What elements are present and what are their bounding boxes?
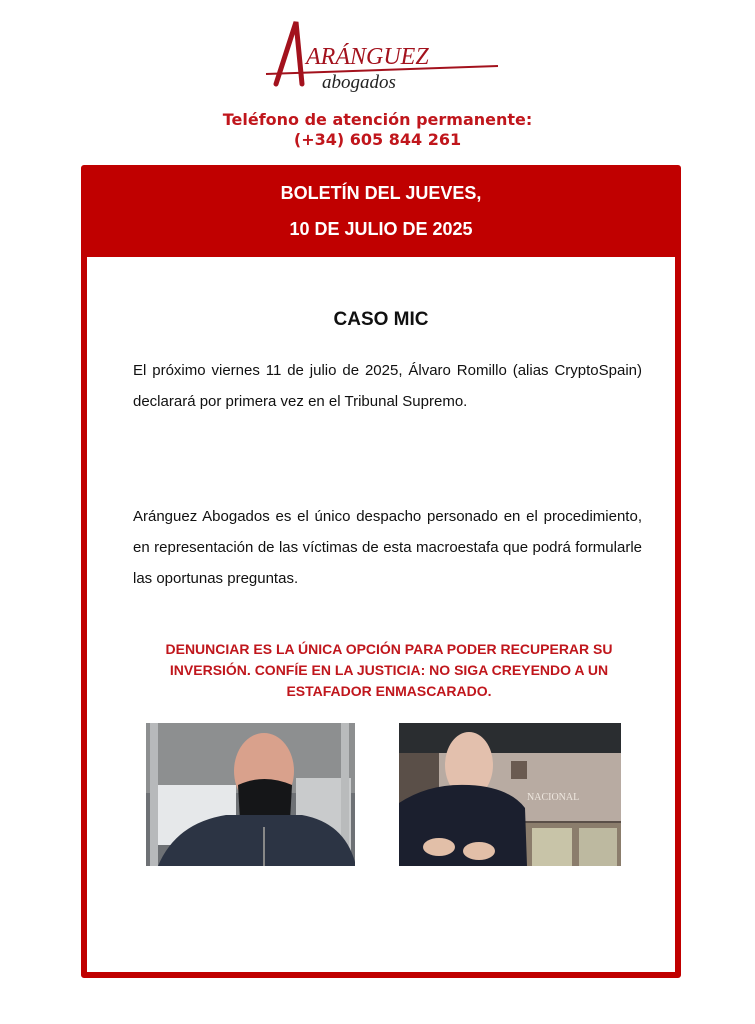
phone-label: Teléfono de atención permanente: xyxy=(222,110,533,129)
building-sign-text: NACIONAL xyxy=(527,792,580,803)
photo-man-audiencia-nacional xyxy=(399,723,621,866)
photo-masked-man xyxy=(146,723,355,866)
bulletin-frame xyxy=(81,165,681,978)
logo-wordmark: ARÁNGUEZ xyxy=(306,44,429,70)
article-paragraph-2: Aránguez Abogados es el único despacho personado en el procedimiento, en representación de las víctimas de esta macroestafa que podrá formularle las oportunas preguntas. xyxy=(133,508,642,587)
bulletin-date: 10 DE JULIO DE 2025 xyxy=(289,219,473,239)
article-title: CASO MIC xyxy=(333,309,429,330)
bulletin-banner xyxy=(87,171,675,257)
aranguez-logo xyxy=(262,14,502,98)
alert-message: DENUNCIAR ES LA ÚNICA OPCIÓN PARA PODER RECUPERAR SU INVERSIÓN. CONFÍE EN LA JUSTICIA: NO SIGA CREYENDO A UN ESTAFADOR ENMASCARADO. xyxy=(165,641,613,699)
phone-number[interactable]: (+34) 605 844 261 xyxy=(293,130,462,149)
logo-subtext: abogados xyxy=(322,72,396,93)
bulletin-title: BOLETÍN DEL JUEVES, xyxy=(280,183,482,203)
article-paragraph-1: El próximo viernes 11 de julio de 2025, Álvaro Romillo (alias CryptoSpain) declarará por primera vez en el Tribunal Supremo. xyxy=(133,362,642,410)
